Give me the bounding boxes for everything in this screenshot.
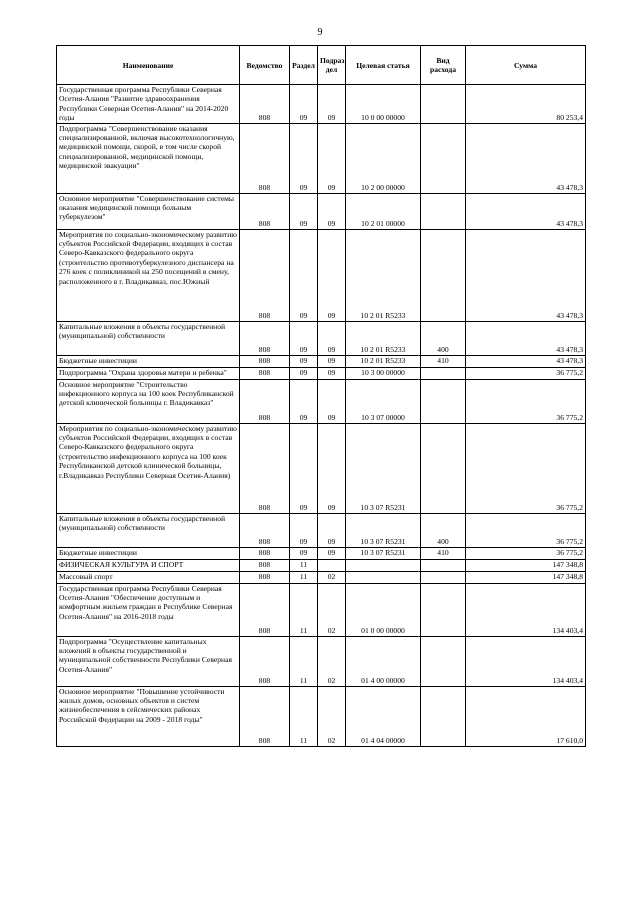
cell-section: 09 bbox=[290, 355, 318, 367]
cell-type bbox=[421, 379, 466, 423]
cell-amount: 17 610,0 bbox=[466, 686, 586, 746]
cell-name: Основное мероприятие "Повышение устойчивости жилых домов, основных объектов и систем жизнеобеспечения в сейсмических районах Российской Федерации на 2009 - 2018 годы" bbox=[57, 686, 240, 746]
cell-dept: 808 bbox=[240, 355, 290, 367]
cell-amount: 36 775,2 bbox=[466, 513, 586, 547]
cell-dept: 808 bbox=[240, 571, 290, 583]
cell-target bbox=[346, 559, 421, 571]
cell-amount: 147 348,8 bbox=[466, 571, 586, 583]
cell-subsection: 09 bbox=[318, 229, 346, 321]
table-row bbox=[57, 367, 586, 379]
cell-type bbox=[421, 571, 466, 583]
cell-subsection: 02 bbox=[318, 636, 346, 686]
cell-amount: 147 348,8 bbox=[466, 559, 586, 571]
cell-target: 01 0 00 00000 bbox=[346, 583, 421, 636]
cell-name: Государственная программа Республики Северная Осетия-Алания "Развитие здравоохранения Республики Северная Осетия-Алания" на 2014-2020 годы bbox=[57, 85, 240, 124]
table-row bbox=[57, 686, 586, 746]
cell-section: 09 bbox=[290, 123, 318, 193]
cell-section: 09 bbox=[290, 513, 318, 547]
cell-name: Бюджетные инвестиции bbox=[57, 547, 240, 559]
cell-dept: 808 bbox=[240, 559, 290, 571]
cell-section: 11 bbox=[290, 559, 318, 571]
cell-subsection: 09 bbox=[318, 355, 346, 367]
cell-subsection bbox=[318, 559, 346, 571]
cell-subsection: 02 bbox=[318, 686, 346, 746]
cell-subsection: 09 bbox=[318, 123, 346, 193]
cell-name: Капитальные вложения в объекты государственной (муниципальной) собственности bbox=[57, 321, 240, 355]
cell-type: 410 bbox=[421, 355, 466, 367]
cell-subsection: 09 bbox=[318, 379, 346, 423]
cell-target: 10 3 00 00000 bbox=[346, 367, 421, 379]
cell-type bbox=[421, 636, 466, 686]
cell-type: 400 bbox=[421, 321, 466, 355]
cell-target: 01 4 00 00000 bbox=[346, 636, 421, 686]
cell-dept: 808 bbox=[240, 123, 290, 193]
cell-section: 09 bbox=[290, 229, 318, 321]
table-row bbox=[57, 355, 586, 367]
cell-dept: 808 bbox=[240, 636, 290, 686]
cell-target: 01 4 04 00000 bbox=[346, 686, 421, 746]
cell-target: 10 2 01 R5233 bbox=[346, 321, 421, 355]
cell-section: 09 bbox=[290, 423, 318, 513]
cell-amount: 134 403,4 bbox=[466, 636, 586, 686]
cell-type bbox=[421, 123, 466, 193]
table-row bbox=[57, 636, 586, 686]
cell-target: 10 3 07 R5231 bbox=[346, 423, 421, 513]
cell-subsection: 09 bbox=[318, 547, 346, 559]
cell-dept: 808 bbox=[240, 379, 290, 423]
cell-type bbox=[421, 559, 466, 571]
table-row bbox=[57, 229, 586, 321]
cell-amount: 36 775,2 bbox=[466, 547, 586, 559]
budget-table bbox=[56, 45, 586, 747]
cell-subsection: 02 bbox=[318, 571, 346, 583]
table-row bbox=[57, 571, 586, 583]
table-row bbox=[57, 193, 586, 229]
cell-name: Основное мероприятие "Совершенствование системы оказания медицинской помощи больным туберкулезом" bbox=[57, 193, 240, 229]
table-row bbox=[57, 559, 586, 571]
cell-dept: 808 bbox=[240, 513, 290, 547]
cell-name: Подпрограмма "Охрана здоровья матери и ребенка" bbox=[57, 367, 240, 379]
cell-type bbox=[421, 193, 466, 229]
cell-section: 09 bbox=[290, 379, 318, 423]
cell-target: 10 2 01 R5233 bbox=[346, 229, 421, 321]
col-header-type: Вид расхода bbox=[421, 46, 466, 85]
cell-amount: 43 478,3 bbox=[466, 355, 586, 367]
cell-amount: 36 775,2 bbox=[466, 423, 586, 513]
table-row bbox=[57, 85, 586, 124]
col-header-name: Наименование bbox=[57, 46, 240, 85]
cell-amount: 43 478,3 bbox=[466, 123, 586, 193]
cell-target: 10 0 00 00000 bbox=[346, 85, 421, 124]
col-header-target: Целевая статья bbox=[346, 46, 421, 85]
cell-target: 10 3 07 R5231 bbox=[346, 513, 421, 547]
cell-dept: 808 bbox=[240, 547, 290, 559]
cell-dept: 808 bbox=[240, 229, 290, 321]
cell-name: ФИЗИЧЕСКАЯ КУЛЬТУРА И СПОРТ bbox=[57, 559, 240, 571]
table-row bbox=[57, 547, 586, 559]
cell-name: Подпрограмма "Совершенствование оказания специализированной, включая высокотехнологичную, медицинской помощи, скорой, в том числе скорой специализированной, медицинской помощи, медицинской эвакуации" bbox=[57, 123, 240, 193]
cell-type bbox=[421, 367, 466, 379]
cell-subsection: 09 bbox=[318, 513, 346, 547]
table-row bbox=[57, 583, 586, 636]
cell-target: 10 2 00 00000 bbox=[346, 123, 421, 193]
cell-name: Бюджетные инвестиции bbox=[57, 355, 240, 367]
cell-target: 10 3 07 00000 bbox=[346, 379, 421, 423]
cell-name: Государственная программа Республики Северная Осетия-Алания "Обеспечение доступным и комфортным жильем граждан в Республике Северная Осетия-Алания" на 2016-2018 годы bbox=[57, 583, 240, 636]
page-number: 9 bbox=[317, 27, 323, 38]
cell-dept: 808 bbox=[240, 423, 290, 513]
cell-dept: 808 bbox=[240, 193, 290, 229]
cell-target: 10 2 01 00000 bbox=[346, 193, 421, 229]
header-row bbox=[57, 46, 586, 85]
cell-type: 410 bbox=[421, 547, 466, 559]
col-header-dept: Ведомство bbox=[240, 46, 290, 85]
cell-subsection: 09 bbox=[318, 321, 346, 355]
cell-dept: 808 bbox=[240, 583, 290, 636]
col-header-subsection: Подраз дел bbox=[318, 46, 346, 85]
cell-section: 11 bbox=[290, 571, 318, 583]
cell-subsection: 09 bbox=[318, 367, 346, 379]
table-row bbox=[57, 423, 586, 513]
cell-type bbox=[421, 686, 466, 746]
cell-subsection: 02 bbox=[318, 583, 346, 636]
cell-name: Мероприятия по социально-экономическому развитию субъектов Российской Федерации, входящих в состав Северо-Кавказского федерального округа (строительство противотуберкулезного диспансера на 276 коек с поликлиникой на 250 посещений в смену, расположенного в г. Владикавказ, пос.Южный bbox=[57, 229, 240, 321]
cell-section: 09 bbox=[290, 547, 318, 559]
cell-amount: 43 478,3 bbox=[466, 229, 586, 321]
table-row bbox=[57, 379, 586, 423]
cell-type: 400 bbox=[421, 513, 466, 547]
col-header-amount: Сумма bbox=[466, 46, 586, 85]
cell-name: Основное мероприятие "Строительство инфекционного корпуса на 100 коек Республиканской детской клинической больницы г. Владикавказ" bbox=[57, 379, 240, 423]
cell-dept: 808 bbox=[240, 85, 290, 124]
cell-dept: 808 bbox=[240, 321, 290, 355]
cell-section: 09 bbox=[290, 85, 318, 124]
cell-type bbox=[421, 423, 466, 513]
cell-amount: 43 478,3 bbox=[466, 193, 586, 229]
cell-target bbox=[346, 571, 421, 583]
cell-target: 10 3 07 R5231 bbox=[346, 547, 421, 559]
cell-section: 11 bbox=[290, 636, 318, 686]
cell-section: 11 bbox=[290, 583, 318, 636]
cell-name: Подпрограмма "Осуществление капитальных вложений в объекты государственной и муниципальной собственности Республики Северная Осетия-Алания" bbox=[57, 636, 240, 686]
cell-dept: 808 bbox=[240, 367, 290, 379]
cell-section: 09 bbox=[290, 321, 318, 355]
cell-type bbox=[421, 583, 466, 636]
cell-section: 09 bbox=[290, 193, 318, 229]
col-header-section: Раздел bbox=[290, 46, 318, 85]
cell-amount: 36 775,2 bbox=[466, 367, 586, 379]
cell-dept: 808 bbox=[240, 686, 290, 746]
cell-name: Капитальные вложения в объекты государственной (муниципальной) собственности bbox=[57, 513, 240, 547]
cell-subsection: 09 bbox=[318, 193, 346, 229]
cell-subsection: 09 bbox=[318, 85, 346, 124]
cell-name: Массовый спорт bbox=[57, 571, 240, 583]
cell-target: 10 2 01 R5233 bbox=[346, 355, 421, 367]
table-row bbox=[57, 513, 586, 547]
table-row bbox=[57, 321, 586, 355]
cell-amount: 43 478,3 bbox=[466, 321, 586, 355]
cell-section: 09 bbox=[290, 367, 318, 379]
cell-amount: 134 403,4 bbox=[466, 583, 586, 636]
cell-name: Мероприятия по социально-экономическому развитию субъектов Российской Федерации, входящих в состав Северо-Кавказского федерального округа (строительство инфекционного корпуса на 100 коек Республиканской детской клинической больницы, г.Владикавказ Республики Северная Осетия-Алания) bbox=[57, 423, 240, 513]
cell-amount: 80 253,4 bbox=[466, 85, 586, 124]
cell-subsection: 09 bbox=[318, 423, 346, 513]
cell-type bbox=[421, 85, 466, 124]
cell-section: 11 bbox=[290, 686, 318, 746]
cell-amount: 36 775,2 bbox=[466, 379, 586, 423]
table-row bbox=[57, 123, 586, 193]
cell-type bbox=[421, 229, 466, 321]
